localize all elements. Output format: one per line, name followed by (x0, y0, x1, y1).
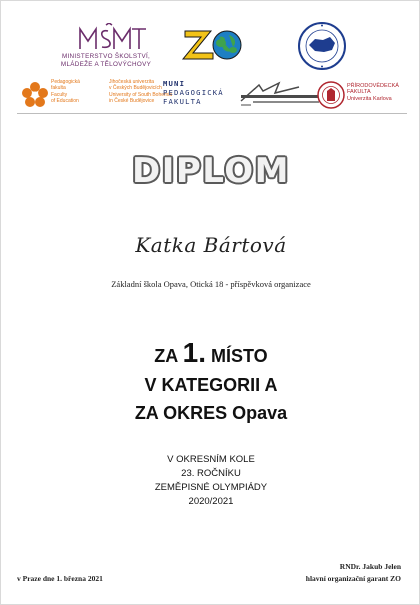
signer-role: hlavní organizační garant ZO (305, 574, 401, 583)
msmt-emblem-icon (56, 23, 156, 53)
msmt-logo (56, 23, 156, 77)
prf-label: PŘÍRODOVĚDECKÁ FAKULTA Univerzita Karlova (347, 83, 399, 102)
logo-row-top (1, 19, 420, 77)
zo-logo-icon (181, 25, 243, 61)
school-year: 2020/2021 (188, 496, 234, 507)
award-place-line (1, 337, 420, 369)
czech-geographic-society-seal-icon (297, 21, 347, 71)
uk-seal-icon (317, 81, 345, 109)
muni-pedf-logo: MUNI PEDAGOGICKÁ FAKULTA (163, 79, 224, 106)
competition-details (1, 453, 420, 509)
school-name: Základní škola Opava, Otická 18 - příspěvková organizace (111, 279, 311, 289)
award-place-number: 1. (182, 337, 206, 368)
partner-logo-icon (239, 81, 321, 107)
edition-label: 23. ROČNÍKU (181, 468, 241, 479)
signature-block (306, 561, 401, 585)
diploma-title: DIPLOM (132, 151, 290, 191)
logo-row-partners (17, 79, 409, 111)
award-district: ZA OKRES Opava (134, 403, 288, 423)
competition-name: ZEMĚPISNÉ OLYMPIÁDY (154, 482, 268, 493)
round-label: V OKRESNÍM KOLE (167, 454, 255, 465)
award-place-word: MÍSTO (211, 346, 268, 366)
header-divider (17, 113, 407, 114)
flower-icon (21, 81, 49, 109)
recipient-name: Katka Bártová (135, 233, 287, 257)
signer-name: RNDr. Jakub Jelen (339, 562, 401, 571)
award-za: ZA (154, 346, 178, 366)
msmt-label: MINISTERSTVO ŠKOLSTVÍ, MLÁDEŽE A TĚLOVÝCHOVY (60, 53, 152, 68)
award-category: V KATEGORII A (144, 375, 278, 395)
place-date: v Praze dne 1. března 2021 (17, 574, 103, 583)
jcu-label: Jihočeská univerzita v Českých Budějovicích University of South Bohemia in České Budějovice (109, 79, 173, 105)
prf-uk-logo (317, 79, 411, 111)
pedf-label: Pedagogická fakulta Faculty of Education (51, 79, 80, 105)
